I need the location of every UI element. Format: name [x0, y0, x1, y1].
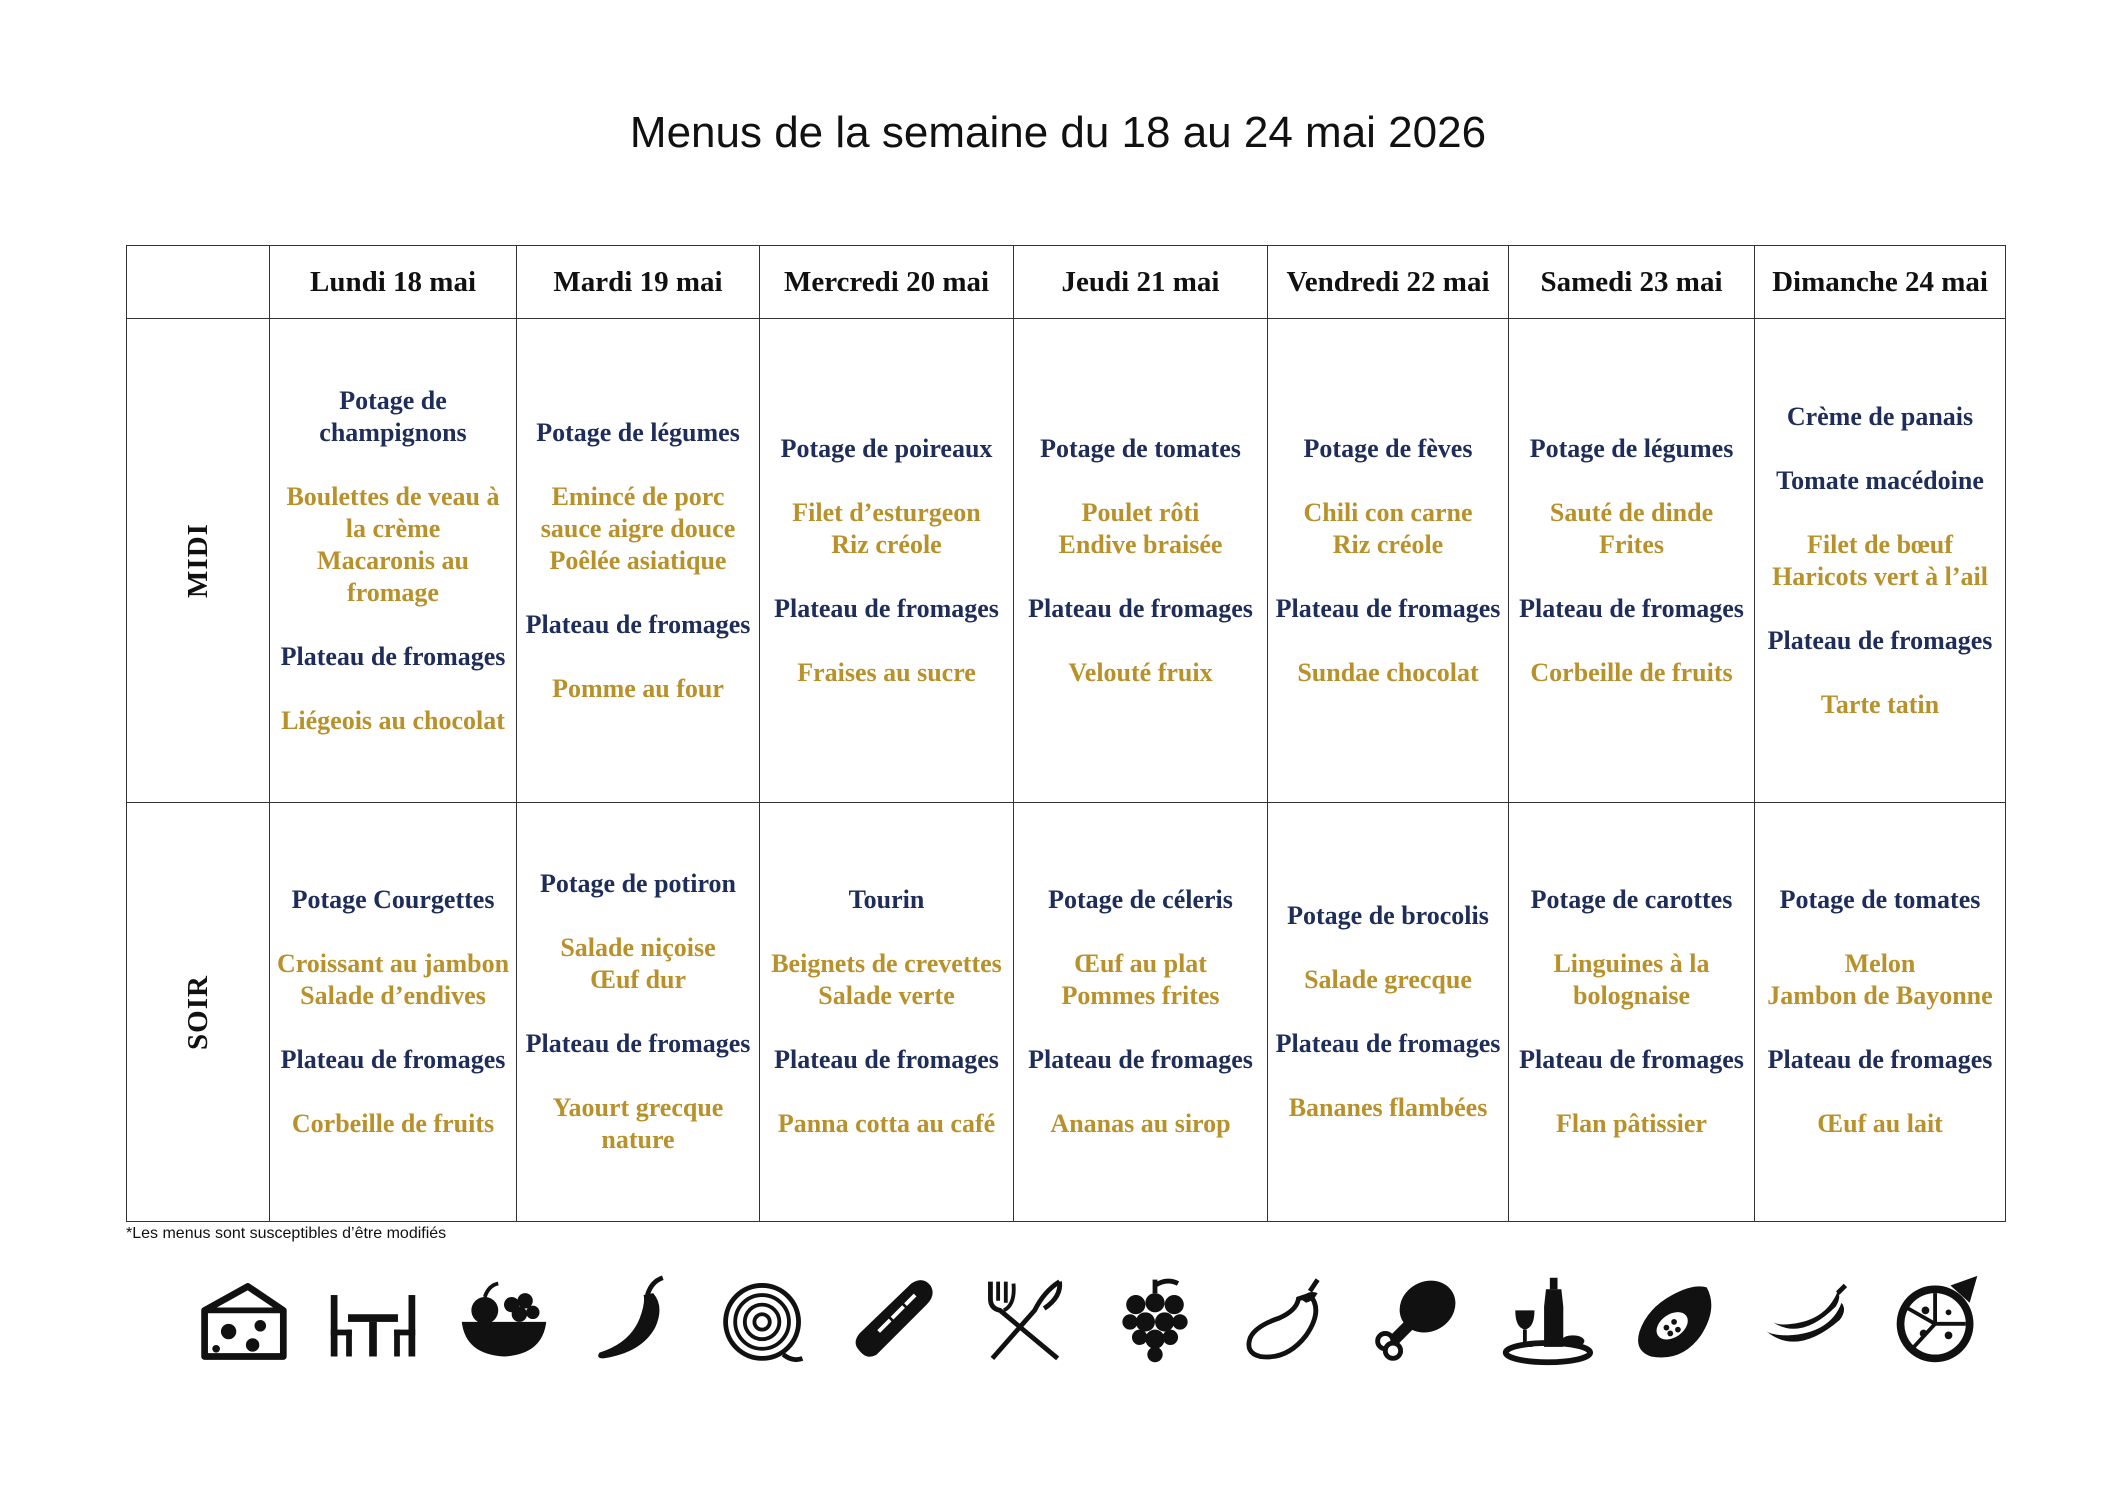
dish: Bananes flambées	[1288, 1093, 1488, 1122]
course-group	[1020, 433, 1261, 465]
dish: Plateau de fromages	[1275, 1029, 1501, 1058]
course-group	[1020, 593, 1261, 625]
course-group	[523, 609, 753, 641]
page-title: Menus de la semaine du 18 au 24 mai 2026	[629, 108, 1487, 157]
pizza-icon	[1889, 1272, 1985, 1368]
course-group	[1515, 1044, 1748, 1076]
dish: Emincé de porc sauce aigre douce	[540, 481, 736, 543]
papaya-icon	[1628, 1272, 1724, 1368]
dish: Linguines à la bolognaise	[1553, 949, 1710, 1010]
menu-cell	[1755, 319, 2006, 803]
dish: Corbeille de fruits	[1530, 657, 1733, 687]
dish: Potage Courgettes	[291, 885, 495, 914]
course-group	[1020, 497, 1261, 561]
menu-cell	[1268, 803, 1509, 1222]
dish: Yaourt grecque nature	[552, 1093, 724, 1154]
meal-row-soir	[127, 803, 2006, 1222]
menu-table	[126, 245, 2006, 1222]
dish: Jambon de Bayonne	[1767, 981, 1993, 1010]
day-header: Jeudi 21 mai	[1014, 246, 1268, 319]
meal-row-midi	[127, 319, 2006, 803]
dish: Plateau de fromages	[280, 1045, 506, 1074]
dish: Sauté de dinde	[1549, 497, 1714, 527]
dish: Potage de tomates	[1040, 433, 1241, 463]
dish: Sundae chocolat	[1297, 657, 1479, 687]
course-group	[1515, 948, 1748, 1012]
menu-cell	[1268, 319, 1509, 803]
dish: Crème de panais	[1786, 401, 1974, 431]
wine-tray-icon	[1498, 1272, 1594, 1368]
dish: Potage de brocolis	[1287, 901, 1489, 930]
dish: Potage de poireaux	[780, 433, 993, 463]
course-group	[766, 433, 1007, 465]
day-header: Mercredi 20 mai	[760, 246, 1014, 319]
course-group	[276, 481, 510, 609]
dish: Plateau de fromages	[280, 641, 506, 671]
course-group	[1761, 884, 1999, 916]
day-header: Vendredi 22 mai	[1268, 246, 1509, 319]
course-group	[276, 385, 510, 449]
course-group	[1274, 964, 1502, 996]
dish: Haricots vert à l’ail	[1772, 561, 1988, 591]
dish: Plateau de fromages	[1767, 1045, 1993, 1074]
menu-cell	[1014, 319, 1268, 803]
dish: Velouté fruix	[1068, 657, 1213, 687]
course-group	[276, 1108, 510, 1140]
dish: Ananas au sirop	[1050, 1109, 1231, 1138]
meal-label-cell	[127, 803, 270, 1222]
dish: Corbeille de fruits	[291, 1109, 495, 1138]
header-row	[127, 246, 2006, 319]
dish: Potage de légumes	[1529, 433, 1734, 463]
dish: Œuf au lait	[1817, 1109, 1943, 1138]
course-group	[1020, 884, 1261, 916]
menu-cell	[270, 803, 517, 1222]
course-group	[766, 1108, 1007, 1140]
menu-cell	[760, 803, 1014, 1222]
course-group	[1761, 625, 1999, 657]
bananas-icon	[1759, 1272, 1855, 1368]
dish: Plateau de fromages	[525, 1029, 751, 1058]
dish: Potage de potiron	[540, 869, 736, 898]
course-group	[1761, 529, 1999, 593]
dish: Poulet rôti	[1081, 497, 1200, 527]
dish: Fraises au sucre	[797, 657, 976, 687]
day-header: Dimanche 24 mai	[1755, 246, 2006, 319]
eggplant-icon	[1237, 1272, 1333, 1368]
baguette-icon	[846, 1272, 942, 1368]
course-group	[1515, 884, 1748, 916]
dish: Filet d’esturgeon	[792, 497, 981, 527]
day-header: Samedi 23 mai	[1509, 246, 1755, 319]
dish: Filet de bœuf	[1807, 529, 1953, 559]
course-group	[1274, 1092, 1502, 1124]
course-group	[1515, 497, 1748, 561]
dish: Salade grecque	[1304, 965, 1472, 994]
course-group	[766, 1044, 1007, 1076]
dish: Potage de fèves	[1303, 433, 1473, 463]
table-chairs-icon	[325, 1272, 421, 1368]
menu-cell	[517, 803, 760, 1222]
meal-label: MIDI	[181, 523, 214, 598]
dish: Plateau de fromages	[1767, 625, 1993, 655]
dish: Frites	[1599, 529, 1664, 559]
dish: Flan pâtissier	[1556, 1109, 1707, 1138]
corner-cell	[127, 246, 270, 319]
course-group	[1274, 900, 1502, 932]
course-group	[1515, 657, 1748, 689]
course-group	[766, 497, 1007, 561]
dish: Tourin	[848, 885, 925, 914]
dish: Liégeois au chocolat	[281, 705, 505, 735]
course-group	[1761, 465, 1999, 497]
dish: Riz créole	[1332, 529, 1444, 559]
dish: Plateau de fromages	[1519, 1045, 1744, 1074]
menu-cell	[270, 319, 517, 803]
course-group	[1274, 1028, 1502, 1060]
meal-label: SOIR	[181, 974, 214, 1050]
course-group	[1274, 593, 1502, 625]
dish: Macaronis au fromage	[317, 545, 469, 607]
dish: Plateau de fromages	[1519, 593, 1744, 623]
footnote: *Les menus sont susceptibles d’être modifiés	[126, 1225, 447, 1242]
dish: Potage de légumes	[536, 417, 740, 447]
dish: Chili con carne	[1303, 497, 1473, 527]
course-group	[276, 1044, 510, 1076]
course-group	[766, 884, 1007, 916]
course-group	[276, 705, 510, 737]
menu-cell	[760, 319, 1014, 803]
chili-pepper-icon	[586, 1272, 682, 1368]
dish: Melon	[1844, 949, 1916, 978]
menu-cell	[1509, 803, 1755, 1222]
course-group	[1020, 1108, 1261, 1140]
day-header: Lundi 18 mai	[270, 246, 517, 319]
dish: Potage de céleris	[1048, 885, 1233, 914]
onion-icon	[716, 1272, 812, 1368]
dish: Beignets de crevettes	[771, 949, 1002, 978]
course-group	[1274, 657, 1502, 689]
dish: Plateau de fromages	[1028, 1045, 1253, 1074]
meal-label-cell	[127, 319, 270, 803]
dish: Potage de tomates	[1779, 885, 1981, 914]
dish: Pomme au four	[552, 673, 724, 703]
dish: Salade niçoise	[560, 933, 716, 962]
dish: Œuf dur	[589, 965, 687, 994]
course-group	[276, 641, 510, 673]
course-group	[1515, 593, 1748, 625]
course-group	[1020, 1044, 1261, 1076]
course-group	[766, 593, 1007, 625]
course-group	[276, 884, 510, 916]
dish: Plateau de fromages	[1275, 593, 1501, 623]
dish: Riz créole	[831, 529, 942, 559]
course-group	[523, 417, 753, 449]
fruit-bowl-icon	[456, 1272, 552, 1368]
course-group	[276, 948, 510, 1012]
menu-cell	[1509, 319, 1755, 803]
course-group	[1761, 689, 1999, 721]
course-group	[523, 673, 753, 705]
dish: Croissant au jambon	[276, 949, 510, 978]
course-group	[1761, 1108, 1999, 1140]
dish: Pommes frites	[1061, 981, 1220, 1010]
dish: Boulettes de veau à la crème	[286, 481, 500, 543]
course-group	[766, 657, 1007, 689]
fork-knife-icon	[977, 1272, 1073, 1368]
cheese-icon	[195, 1272, 291, 1368]
icon-strip	[195, 1270, 1985, 1370]
dish: Plateau de fromages	[1028, 593, 1253, 623]
course-group	[523, 868, 753, 900]
dish: Tomate macédoine	[1776, 465, 1984, 495]
course-group	[1761, 948, 1999, 1012]
menu-cell	[517, 319, 760, 803]
dish: Plateau de fromages	[774, 593, 999, 623]
dish: Salade d’endives	[300, 981, 486, 1010]
chicken-leg-icon	[1368, 1272, 1464, 1368]
dish: Poêlée asiatique	[549, 545, 727, 575]
dish: Potage de champignons	[319, 385, 467, 447]
grapes-icon	[1107, 1272, 1203, 1368]
dish: Endive braisée	[1058, 529, 1223, 559]
dish: Œuf au plat	[1074, 949, 1207, 978]
course-group	[523, 1092, 753, 1156]
course-group	[1761, 401, 1999, 433]
dish: Panna cotta au café	[777, 1109, 996, 1138]
dish: Plateau de fromages	[774, 1045, 999, 1074]
course-group	[523, 481, 753, 577]
course-group	[1515, 1108, 1748, 1140]
course-group	[1020, 657, 1261, 689]
course-group	[1274, 497, 1502, 561]
course-group	[766, 948, 1007, 1012]
course-group	[1274, 433, 1502, 465]
course-group	[1020, 948, 1261, 1012]
course-group	[523, 932, 753, 996]
course-group	[523, 1028, 753, 1060]
course-group	[1761, 1044, 1999, 1076]
dish: Potage de carottes	[1530, 885, 1733, 914]
dish: Salade verte	[818, 981, 955, 1010]
menu-cell	[1755, 803, 2006, 1222]
menu-cell	[1014, 803, 1268, 1222]
day-header: Mardi 19 mai	[517, 246, 760, 319]
dish: Tarte tatin	[1820, 689, 1940, 719]
dish: Plateau de fromages	[525, 609, 751, 639]
course-group	[1515, 433, 1748, 465]
